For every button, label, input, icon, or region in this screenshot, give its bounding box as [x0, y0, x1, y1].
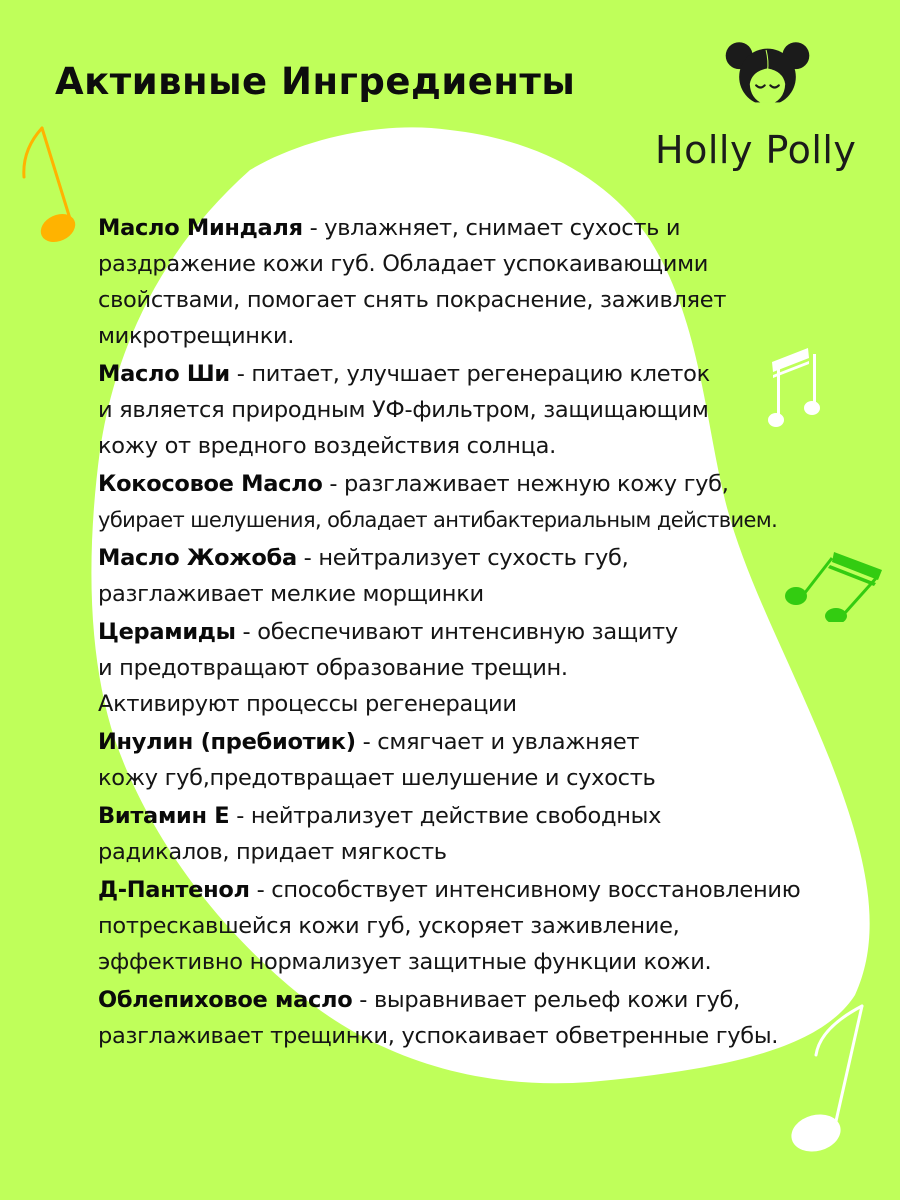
ingredient-name: Масло Ши: [98, 361, 230, 387]
ingredient-name: Облепиховое масло: [98, 987, 353, 1013]
brand-logo: [655, 38, 875, 178]
ingredients-list: [98, 210, 818, 1054]
ingredient-description: Активируют процессы регенерации: [98, 691, 517, 717]
ingredient-description: кожу от вредного воздействия солнца.: [98, 433, 557, 459]
ingredient-name: Витамин Е: [98, 803, 230, 829]
ingredient-description: и предотвращают образование трещин.: [98, 655, 568, 681]
ingredient-description: нейтрализует сухость губ,: [318, 545, 629, 571]
ingredient-description: микротрещинки.: [98, 323, 295, 349]
page-title: Активные Ингредиенты: [55, 60, 576, 103]
ingredient-description: нейтрализует действие свободных: [250, 803, 662, 829]
ingredient-description: разглаживает трещинки, успокаивает обветренные губы.: [98, 1023, 779, 1049]
ingredient-name: Д-Пантенол: [98, 877, 250, 903]
ingredient-name: Инулин (пребиотик): [98, 729, 356, 755]
ingredient-description: и является природным УФ-фильтром, защищающим: [98, 397, 709, 423]
ingredient-description: кожу губ,предотвращает шелушение и сухость: [98, 765, 656, 791]
ingredient-description: смягчает и увлажняет: [377, 729, 640, 755]
ingredient-description: разглаживает мелкие морщинки: [98, 581, 484, 607]
ingredient-coconut-oil: Кокосовое Масло - разглаживает нежную кожу губ, убирает шелушения, обладает антибактериальным действием.: [98, 466, 818, 538]
ingredient-description: увлажняет, снимает сухость и: [324, 215, 681, 241]
ingredient-sea-buckthorn-oil: Облепиховое масло - выравнивает рельеф кожи губ, разглаживает трещинки, успокаивает обветренные губы.: [98, 982, 818, 1054]
ingredient-description: убирает шелушения, обладает антибактериальным действием.: [98, 508, 778, 532]
ingredient-description: питает, улучшает регенерацию клеток: [251, 361, 710, 387]
ingredient-name: Кокосовое Масло: [98, 471, 323, 497]
girl-face-with-buns-icon: [725, 38, 810, 113]
ingredient-description: раздражение кожи губ. Обладает успокаивающими: [98, 251, 709, 277]
ingredient-name: Масло Миндаля: [98, 215, 303, 241]
ingredient-description: эффективно нормализует защитные функции кожи.: [98, 949, 712, 975]
ingredient-description: радикалов, придает мягкость: [98, 839, 447, 865]
ingredient-name: Церамиды: [98, 619, 236, 645]
ingredient-description: способствует интенсивному восстановлению: [271, 877, 801, 903]
eighth-note-icon: [8, 122, 78, 247]
ingredient-description: потрескавшейся кожи губ, ускоряет заживление,: [98, 913, 680, 939]
ingredient-name: Масло Жожоба: [98, 545, 297, 571]
ingredient-d-panthenol: Д-Пантенол - способствует интенсивному восстановлению потрескавшейся кожи губ, ускоряет заживление, эффективно нормализует защитные функции кожи.: [98, 872, 818, 980]
ingredient-description: обеспечивают интенсивную защиту: [257, 619, 678, 645]
ingredient-ceramides: Церамиды - обеспечивают интенсивную защиту и предотвращают образование трещин. Активируют процессы регенерации: [98, 614, 818, 722]
ingredient-description: свойствами, помогает снять покраснение, заживляет: [98, 287, 727, 313]
ingredient-inulin: Инулин (пребиотик) - смягчает и увлажняет кожу губ,предотвращает шелушение и сухость: [98, 724, 818, 796]
ingredient-shea-butter: Масло Ши - питает, улучшает регенерацию клеток и является природным УФ-фильтром, защищающим кожу от вредного воздействия солнца.: [98, 356, 818, 464]
ingredient-description: выравнивает рельеф кожи губ,: [373, 987, 740, 1013]
ingredient-almond-oil: Масло Миндаля - увлажняет, снимает сухость и раздражение кожи губ. Обладает успокаивающими свойствами, помогает снять покраснение, заживляет микротрещинки.: [98, 210, 818, 354]
ingredient-jojoba-oil: Масло Жожоба - нейтрализует сухость губ, разглаживает мелкие морщинки: [98, 540, 818, 612]
ingredient-vitamin-e: Витамин Е - нейтрализует действие свободных радикалов, придает мягкость: [98, 798, 818, 870]
ingredient-description: разглаживает нежную кожу губ,: [344, 471, 729, 497]
brand-name: Holly Polly: [655, 128, 857, 172]
